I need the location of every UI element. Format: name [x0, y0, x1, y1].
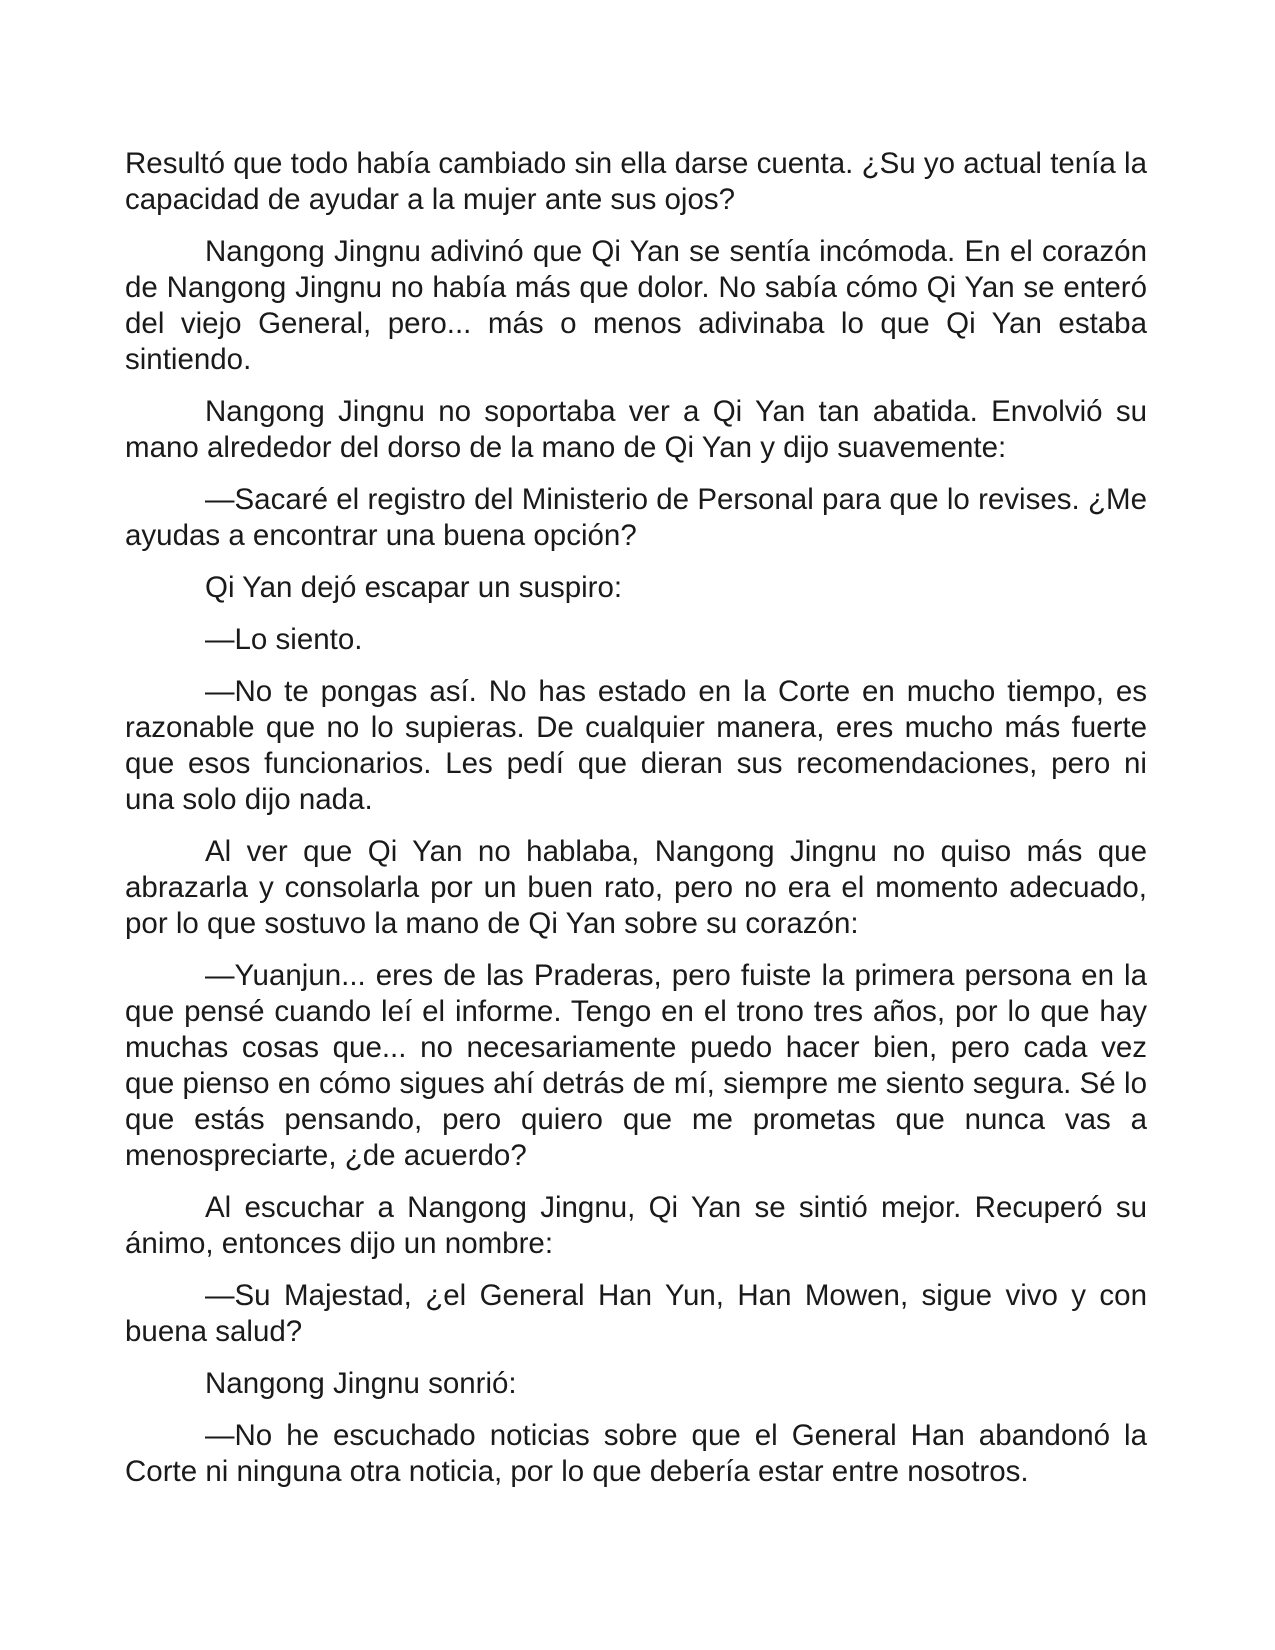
- dialogue-paragraph-9: —Yuanjun... eres de las Praderas, pero fuiste la primera persona en la que pensé cuando leí el informe. Tengo en el trono tres años, por lo que hay muchas cosas que... no necesariamente puedo hacer bien, pero cada vez que pienso en cómo sigues ahí detrás de mí, siempre me siento segura. Sé lo que estás pensando, pero quiero que me prometas que nunca vas a menospreciarte, ¿de acuerdo?: [125, 959, 1147, 1172]
- paragraph-3: Nangong Jingnu no soportaba ver a Qi Yan tan abatida. Envolvió su mano alrededor del dorso de la mano de Qi Yan y dijo suavemente:: [125, 395, 1147, 464]
- paragraph-1: Resultó que todo había cambiado sin ella darse cuenta. ¿Su yo actual tenía la capacidad de ayudar a la mujer ante sus ojos?: [125, 147, 1147, 216]
- paragraph-5: Qi Yan dejó escapar un suspiro:: [205, 571, 623, 604]
- dialogue-paragraph-11: —Su Majestad, ¿el General Han Yun, Han Mowen, sigue vivo y con buena salud?: [125, 1279, 1147, 1348]
- document-body: [125, 146, 1147, 1506]
- dialogue-paragraph-6: —Lo siento.: [205, 623, 363, 656]
- dialogue-paragraph-13: —No he escuchado noticias sobre que el General Han abandonó la Corte ni ninguna otra noticia, por lo que debería estar entre nosotros.: [125, 1419, 1147, 1488]
- dialogue-paragraph-4: —Sacaré el registro del Ministerio de Personal para que lo revises. ¿Me ayudas a encontrar una buena opción?: [125, 483, 1147, 552]
- dialogue-paragraph-7: —No te pongas así. No has estado en la Corte en mucho tiempo, es razonable que no lo supieras. De cualquier manera, eres mucho más fuerte que esos funcionarios. Les pedí que dieran sus recomendaciones, pero ni una solo dijo nada.: [125, 675, 1147, 816]
- paragraph-2: Nangong Jingnu adivinó que Qi Yan se sentía incómoda. En el corazón de Nangong Jingnu no había más que dolor. No sabía cómo Qi Yan se enteró del viejo General, pero... más o menos adivinaba lo que Qi Yan estaba sintiendo.: [125, 235, 1147, 376]
- paragraph-12: Nangong Jingnu sonrió:: [205, 1367, 517, 1400]
- paragraph-10: Al escuchar a Nangong Jingnu, Qi Yan se sintió mejor. Recuperó su ánimo, entonces dijo un nombre:: [125, 1191, 1147, 1260]
- paragraph-8: Al ver que Qi Yan no hablaba, Nangong Jingnu no quiso más que abrazarla y consolarla por un buen rato, pero no era el momento adecuado, por lo que sostuvo la mano de Qi Yan sobre su corazón:: [125, 835, 1147, 940]
